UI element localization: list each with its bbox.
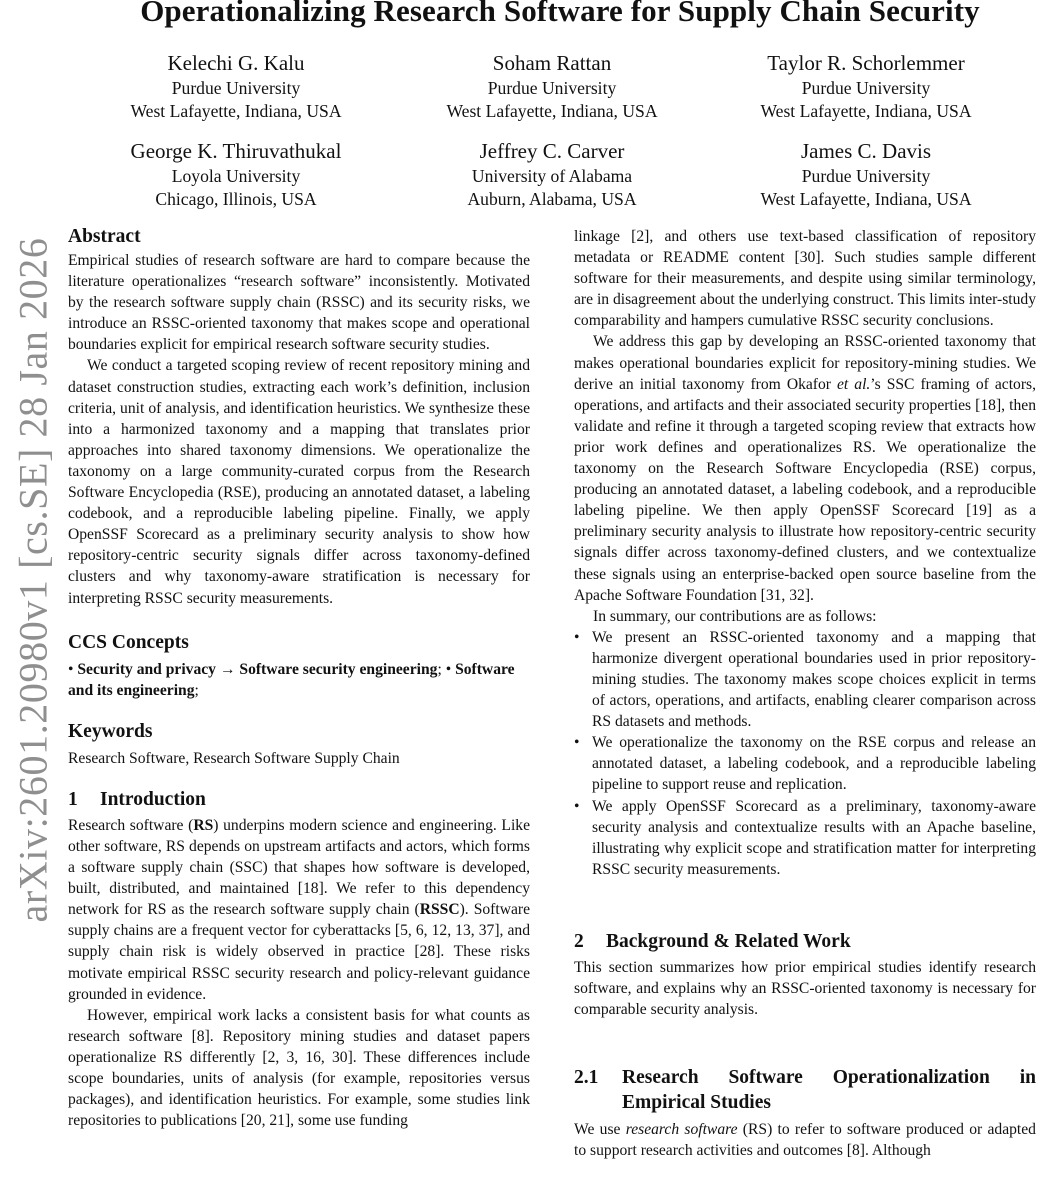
- ccs-bullet: •: [445, 660, 452, 678]
- keywords-text: Research Software, Research Software Supply Chain: [68, 749, 400, 767]
- section-title: Background & Related Work: [606, 930, 851, 952]
- arxiv-identifier: arXiv:2601.20980v1 [cs.SE] 28 Jan 2026: [10, 237, 56, 923]
- intro-paragraph: However, empirical work lacks a consistent basis for what counts as research software [8]. Repository mining studies and dataset papers operationalize RS differently [2, 3, 16, 30]. These differences include scope boundaries, units of analysis (for example, repositories versus packages), and identification heuristics. For example, some studies link repositories to publications [20, 21], some use funding: [68, 1006, 530, 1130]
- author-affiliation: Purdue University: [801, 166, 931, 186]
- list-item: • We operationalize the taxonomy on the RSE corpus and release an annotated dataset, a labeling codebook, and a reproducible labeling pipeline to support reuse and replication.: [574, 732, 1036, 795]
- subsection-heading: [574, 1065, 1036, 1115]
- author-affiliation: Purdue University: [171, 78, 301, 98]
- author-location: West Lafayette, Indiana, USA: [760, 100, 972, 121]
- author-name: Jeffrey C. Carver: [479, 139, 625, 163]
- ccs-heading: CCS Concepts: [68, 631, 189, 653]
- intro-paragraph: In summary, our contributions are as follows:: [593, 607, 877, 625]
- author-location: Chicago, Illinois, USA: [155, 188, 317, 209]
- section-heading: [574, 929, 1036, 955]
- author-block: [387, 138, 717, 210]
- list-item: • We present an RSSC-oriented taxonomy and a mapping that harmonize divergent operational boundaries used in prior repository-mining studies. The taxonomy makes scope choices explicit in terms of actors, operations, and artifacts, enabling clearer comparison across RS datasets and methods.: [574, 627, 1036, 732]
- left-column: [68, 224, 530, 1131]
- section-heading: [68, 787, 530, 813]
- intro-paragraph: linkage [2], and others use text-based classification of repository metadata or README content [30]. Such studies sample different software for their measurements, and despite using similar terminology, are in disagreement about the underlying construct. This limits inter-study comparability and hampers cumulative RSSC security conclusions.: [574, 228, 1036, 330]
- author-affiliation: University of Alabama: [471, 166, 633, 186]
- author-block: [71, 50, 401, 122]
- arrow-icon: →: [219, 660, 236, 678]
- ccs-separator: ;: [437, 660, 442, 678]
- ccs-bullet: •: [68, 660, 74, 678]
- author-name: James C. Davis: [800, 139, 932, 163]
- intro-paragraph: Research software (RS) underpins modern science and engineering. Like other software, RS depends on upstream artifacts and actors, which forms a software supply chain (SSC) that shapes how software is developed, built, distributed, and maintained [18]. We refer to this dependency network for RS as the research software supply chain (RSSC). Software supply chains are a frequent vector for cyberattacks [5, 6, 12, 13, 37], and supply chain risk is widely observed in practice [28]. These risks motivate empirical RSSC security research and policy-relevant guidance grounded in evidence.: [68, 816, 531, 1003]
- ccs-term: Security and privacy: [77, 660, 216, 678]
- keywords-heading: Keywords: [68, 720, 153, 742]
- author-location: West Lafayette, Indiana, USA: [130, 100, 342, 121]
- ccs-term: Software security engineering: [239, 660, 438, 678]
- background-paragraph: This section summarizes how prior empirical studies identify research software, and explains why an RSSC-oriented taxonomy is necessary for comparable security analysis.: [574, 958, 1036, 1019]
- author-block: [71, 138, 401, 210]
- author-location: West Lafayette, Indiana, USA: [446, 100, 658, 121]
- author-block: [701, 138, 1031, 210]
- section-title: Introduction: [100, 788, 206, 810]
- ccs-term: Software and its engineering: [68, 660, 515, 699]
- subsection-title: Research Software Operationalization in Empirical Studies: [622, 1067, 1036, 1114]
- abstract-paragraph: Empirical studies of research software are hard to compare because the literature operationalizes “research software” inconsistently. Motivated by the research software supply chain (RSSC) and its security risks, we introduce an RSSC-oriented taxonomy that makes scope and operational boundaries explicit for empirical research software security studies.: [68, 252, 530, 354]
- right-column: [574, 226, 1036, 1161]
- author-name: Soham Rattan: [492, 51, 612, 75]
- author-name: George K. Thiruvathukal: [130, 139, 342, 163]
- paper-title: Operationalizing Research Software for Supply Chain Security: [140, 0, 980, 28]
- ccs-concepts: [68, 659, 530, 701]
- abstract-paragraph: We conduct a targeted scoping review of recent repository mining and dataset construction studies, extracting each work’s definition, inclusion criteria, unit of analysis, and identification heuristics. We synthesize these into a harmonized taxonomy and a mapping that translates prior approaches into shared taxonomy dimensions. We operationalize the taxonomy on a large community-curated corpus from the Research Software Encyclopedia (RSE), producing an annotated dataset, a labeling codebook, and a reproducible labeling pipeline. Finally, we apply OpenSSF Scorecard as a preliminary security analysis to show how repository-centric security signals differ across taxonomy-defined clusters and why taxonomy-aware stratification is necessary for interpreting RSSC security measurements.: [68, 357, 530, 607]
- subsection-number: 2.1: [574, 1067, 599, 1089]
- section-number: 1: [68, 788, 78, 810]
- intro-paragraph: We address this gap by developing an RSSC-oriented taxonomy that makes operational boundaries explicit for repository-mining studies. We derive an initial taxonomy from Okafor et al.’s SSC framing of actors, operations, and artifacts and their associated security properties [18], then validate and refine it through a targeted scoping review that extracts how prior work defines and operationalizes RS. We operationalize the taxonomy on the Research Software Encyclopedia (RSE) corpus, producing an annotated dataset, a labeling codebook, and a reproducible labeling pipeline. We then apply OpenSSF Scorecard [19] as a preliminary security analysis to illustrate how repository-centric security signals differ across taxonomy-defined clusters, and we contextualize these signals using an enterprise-backed open source baseline from the Apache Software Foundation [31, 32].: [574, 333, 1036, 604]
- contributions-list: [574, 627, 1036, 880]
- ccs-separator: ;: [194, 681, 199, 699]
- author-affiliation: Loyola University: [171, 166, 301, 186]
- author-name: Taylor R. Schorlemmer: [767, 51, 965, 75]
- author-location: Auburn, Alabama, USA: [467, 188, 637, 209]
- author-name: Kelechi G. Kalu: [167, 51, 305, 75]
- abstract-heading: Abstract: [68, 226, 141, 247]
- author-location: West Lafayette, Indiana, USA: [760, 188, 972, 209]
- section-number: 2: [574, 930, 584, 952]
- subsection-paragraph: We use research software (RS) to refer to software produced or adapted to support research activities and outcomes [8]. Although: [574, 1121, 1036, 1160]
- author-block: [701, 50, 1031, 122]
- author-affiliation: Purdue University: [801, 78, 931, 98]
- list-item: • We apply OpenSSF Scorecard as a preliminary, taxonomy-aware security analysis and contextualize results with an Apache baseline, illustrating why explicit scope and stratification matter for interpreting RSSC security measurements.: [574, 796, 1036, 880]
- author-block: [387, 50, 717, 122]
- author-affiliation: Purdue University: [487, 78, 617, 98]
